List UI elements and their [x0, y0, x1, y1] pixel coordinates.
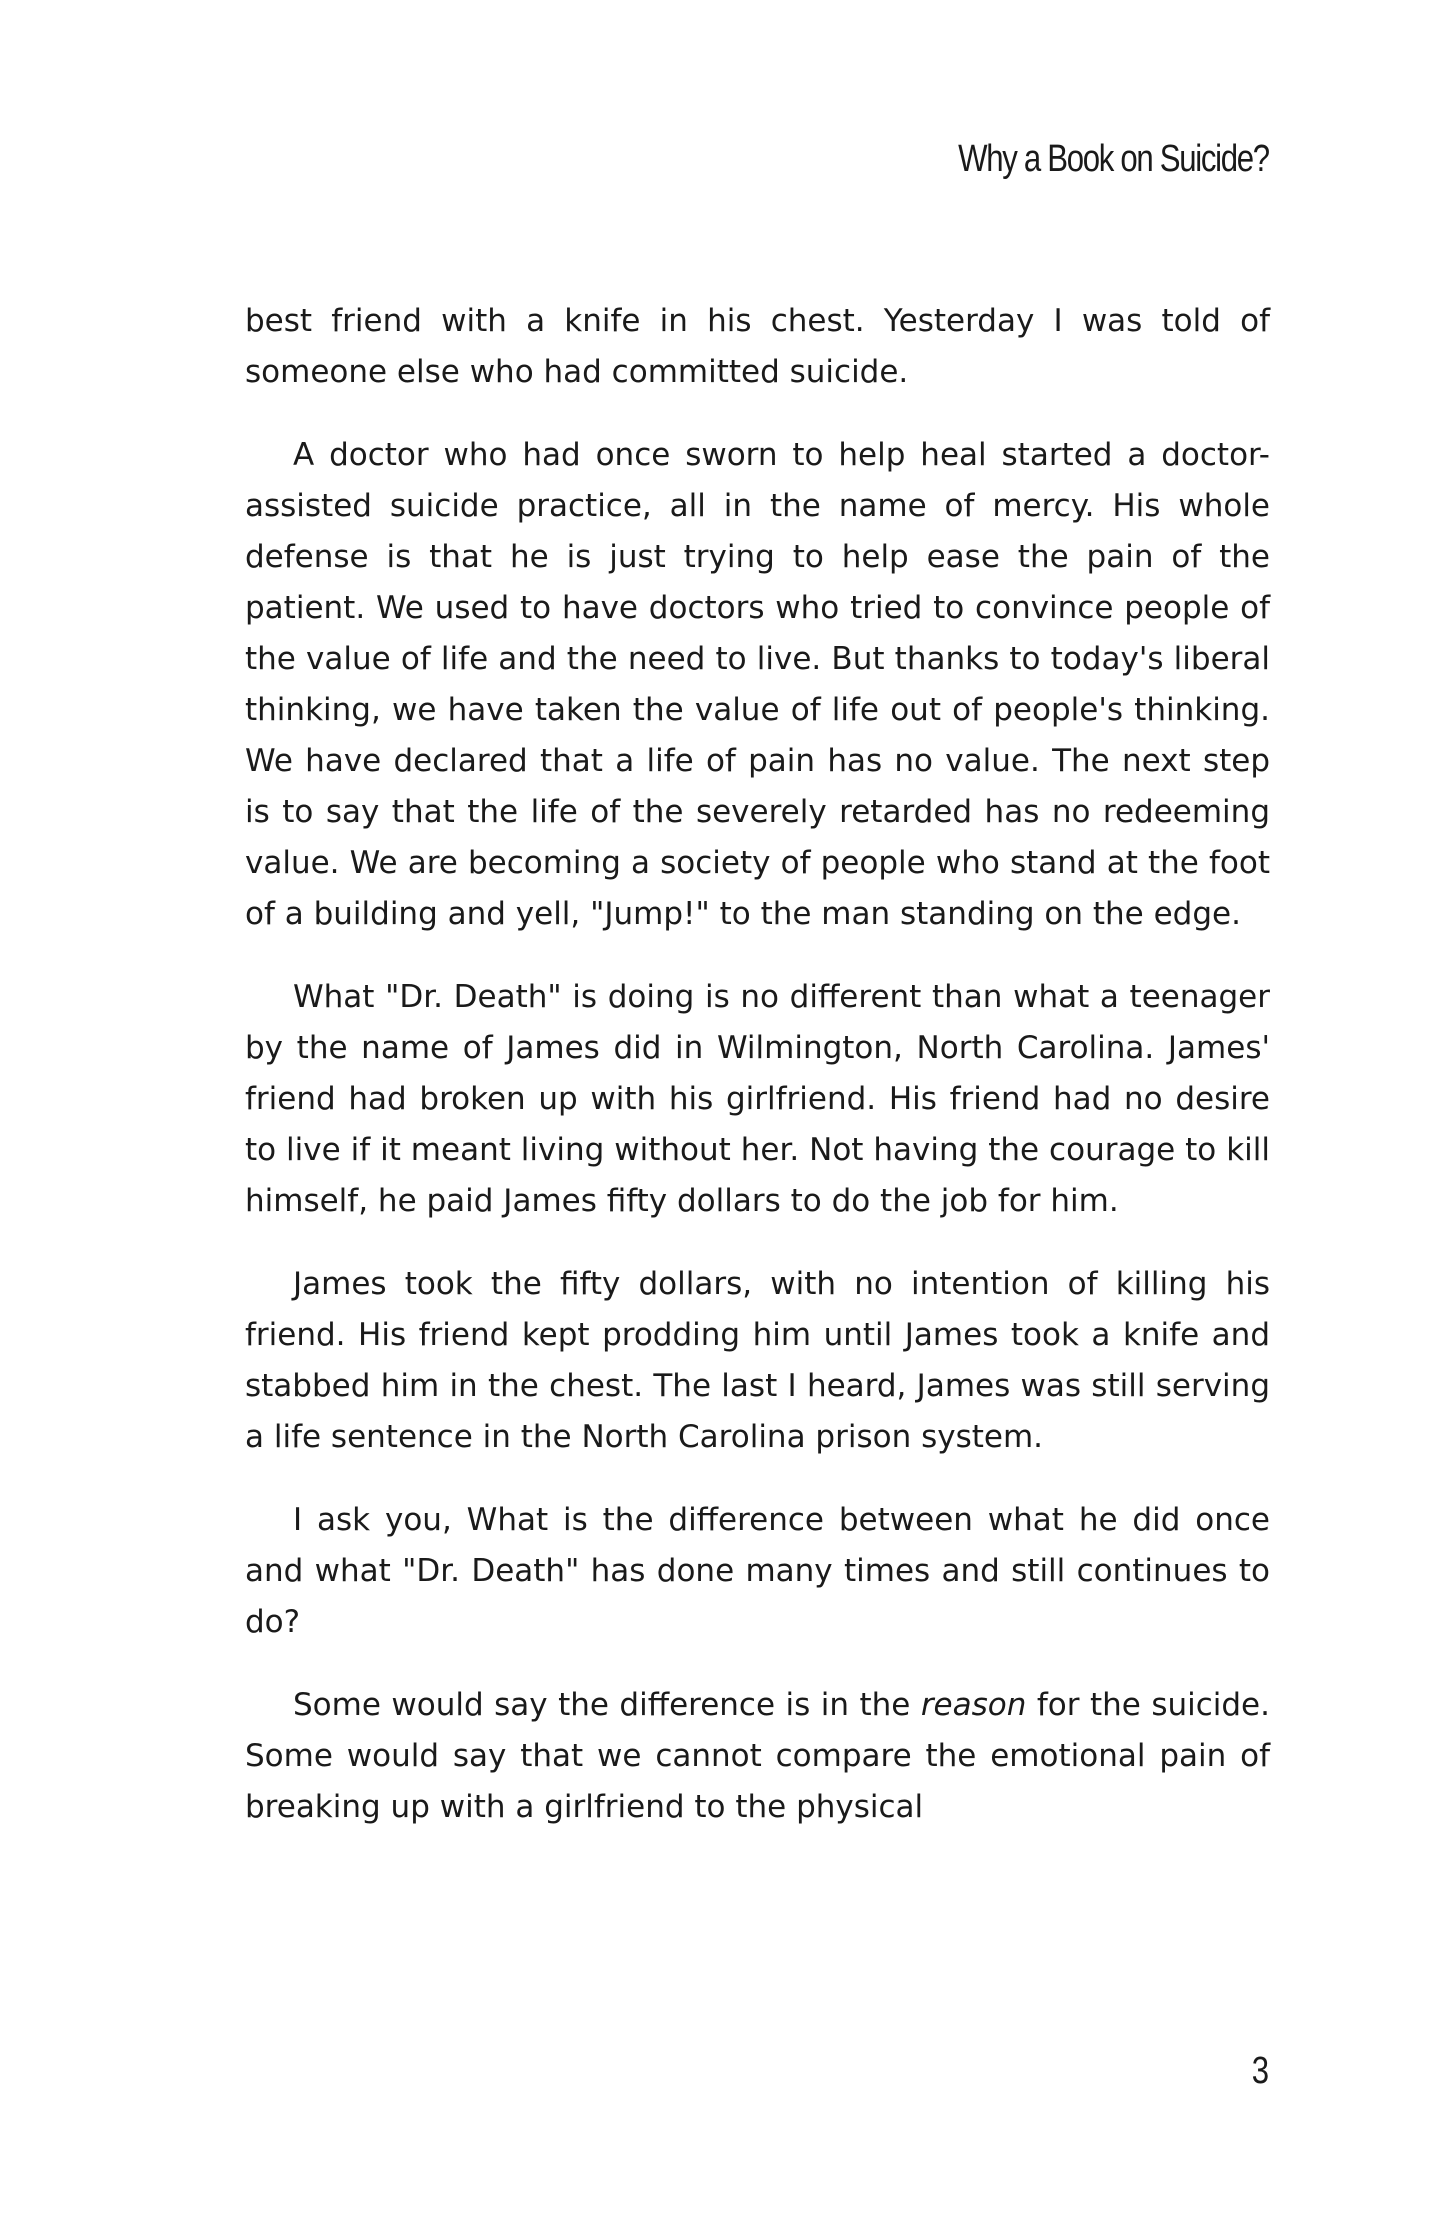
paragraph-6-before: Some would say the difference is in the: [293, 1687, 921, 1723]
paragraph-1: best friend with a knife in his chest. Yesterday I was told of someone else who had committed suicide.: [245, 303, 1270, 390]
paragraph-5: I ask you, What is the difference between what he did once and what "Dr. Death" has done many times and still continues to do?: [245, 1502, 1270, 1640]
paragraph-4: James took the fifty dollars, with no intention of killing his friend. His friend kept prodding him until James took a knife and stabbed him in the chest. The last I heard, James was still serving a life sentence in the North Carolina prison system.: [245, 1266, 1270, 1455]
paragraph-6: [245, 1680, 1270, 1833]
paragraph-6-after: for the suicide. Some would say that we cannot compare the emotional pain of breaking up with a girlfriend to the physical: [245, 1687, 1270, 1825]
running-header-title: Why a Book on Suicide?: [958, 138, 1269, 180]
body-text: [245, 296, 1270, 1865]
page-number: 3: [1251, 2050, 1269, 2092]
paragraph-3: What "Dr. Death" is doing is no different than what a teenager by the name of James did in Wilmington, North Carolina. James' friend had broken up with his girlfriend. His friend had no desire to live if it meant living without her. Not having the courage to kill himself, he paid James fifty dollars to do the job for him.: [245, 979, 1270, 1219]
paragraph-2: A doctor who had once sworn to help heal started a doctor-assisted suicide practice, all in the name of mercy. His whole defense is that he is just trying to help ease the pain of the patient. We used to have doctors who tried to convince people of the value of life and the need to live. But thanks to today's liberal thinking, we have taken the value of life out of people's thinking. We have declared that a life of pain has no value. The next step is to say that the life of the severely retarded has no redeeming value. We are becoming a society of people who stand at the foot of a building and yell, "Jump!" to the man standing on the edge.: [245, 437, 1270, 932]
paragraph-6-italic-word: reason: [920, 1687, 1027, 1723]
